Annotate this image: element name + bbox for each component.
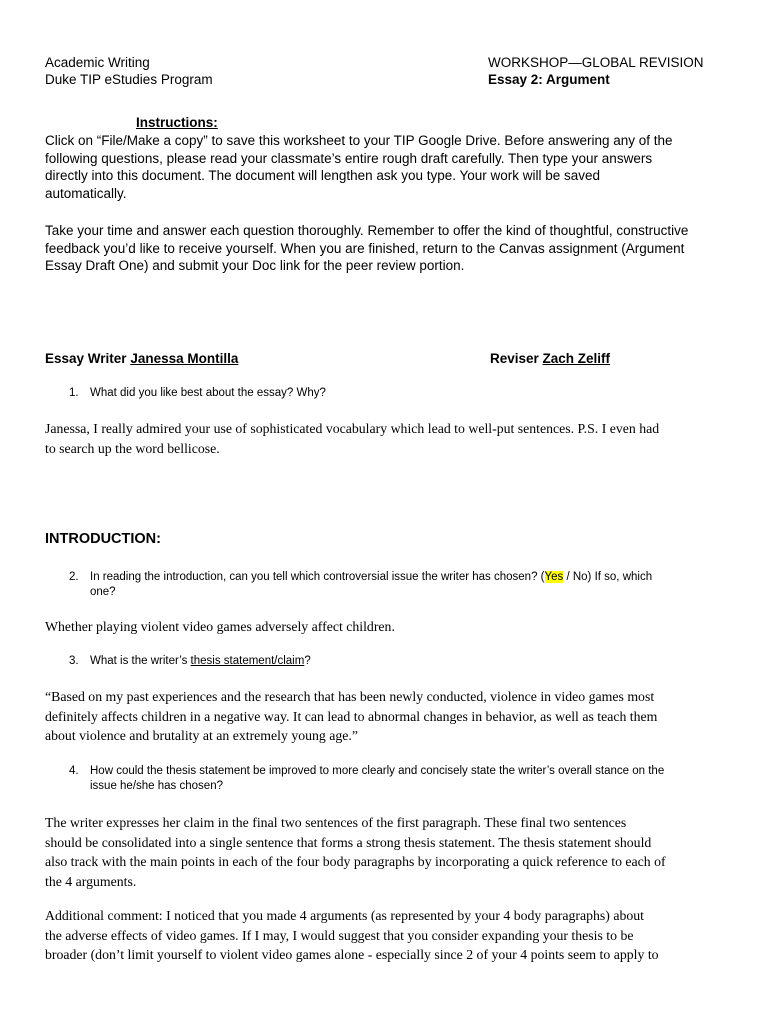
- question-3: [69, 654, 729, 670]
- instructions-line: Click on “File/Make a copy” to save this worksheet to your TIP Google Drive. Before answering any of the: [45, 133, 673, 148]
- instructions-line: Take your time and answer each question thoroughly. Remember to offer the kind of thoughtful, constructive: [45, 223, 689, 238]
- course-name: Academic Writing: [45, 55, 150, 70]
- essay-title: Essay 2: Argument: [488, 72, 610, 87]
- question-number: 3.: [69, 655, 79, 667]
- question-number: 2.: [69, 571, 79, 583]
- additional-comment[interactable]: [45, 906, 659, 965]
- answer-3[interactable]: [45, 687, 657, 746]
- instructions-line: Essay Draft One) and submit your Doc link for the peer review portion.: [45, 258, 465, 273]
- answer-line: should be consolidated into a single sentence that forms a strong thesis statement. The thesis statement should: [45, 834, 652, 850]
- question-text: [90, 654, 311, 669]
- answer-line: “Based on my past experiences and the research that has been newly conducted, violence in video games most: [45, 689, 655, 704]
- question-text-part: ?: [304, 655, 311, 667]
- question-2: [69, 570, 749, 602]
- question-text: [90, 570, 652, 600]
- answer-line: also track with the main points in each of the four body paragraphs by incorporating a quick reference to each of: [45, 854, 666, 869]
- essay-writer-label: Essay Writer: [45, 351, 131, 366]
- answer-4[interactable]: [45, 813, 666, 891]
- question-text-part: one?: [90, 586, 116, 598]
- instructions-line: feedback you’d like to receive yourself. When you are finished, return to the Canvas assignment (Argument: [45, 240, 685, 256]
- answer-line: the adverse effects of video games. If I may, I would suggest that you consider expanding your thesis to be: [45, 927, 634, 943]
- question-text-part: How could the thesis statement be improved to more clearly and concisely state the writer’s overall stance on the: [90, 765, 665, 777]
- instructions-line: directly into this document. The document will lengthen ask you type. Your work will be saved: [45, 168, 601, 183]
- answer-line: definitely affects children in a negative way. It can lead to abnormal changes in behavior, as well as teach them: [45, 708, 658, 724]
- question-text: [90, 764, 664, 794]
- workshop-title: WORKSHOP—GLOBAL REVISION: [488, 55, 704, 70]
- question-4: [69, 764, 749, 796]
- question-text: What did you like best about the essay? Why?: [90, 387, 326, 399]
- instructions-line: following questions, please read your classmate’s entire rough draft carefully. Then type your answers: [45, 150, 653, 166]
- essay-writer-name: Janessa Montilla: [130, 351, 239, 366]
- answer-line: about violence and brutality at an extremely young age.”: [45, 728, 358, 743]
- yes-highlight: Yes: [544, 571, 564, 583]
- instructions-line: automatically.: [45, 185, 127, 201]
- instructions-paragraph-1: [45, 132, 673, 202]
- answer-line: Additional comment: I noticed that you made 4 arguments (as represented by your 4 body paragraphs) about: [45, 908, 644, 923]
- answer-2[interactable]: Whether playing violent video games adversely affect children.: [45, 619, 395, 634]
- reviser-name: Zach Zeliff: [542, 351, 611, 366]
- essay-writer: [45, 351, 238, 366]
- reviser-label: Reviser: [490, 351, 543, 366]
- program-name: Duke TIP eStudies Program: [45, 72, 213, 87]
- answer-1[interactable]: [45, 419, 659, 458]
- answer-line: The writer expresses her claim in the final two sentences of the first paragraph. These final two sentences: [45, 815, 627, 830]
- instructions-paragraph-2: [45, 222, 688, 275]
- instructions-title: Instructions:: [136, 115, 218, 130]
- answer-line: Janessa, I really admired your use of sophisticated vocabulary which lead to well-put sentences. P.S. I even had: [45, 421, 660, 436]
- answer-line: to search up the word bellicose.: [45, 440, 220, 456]
- question-text-part: In reading the introduction, can you tell which controversial issue the writer has chosen? (: [90, 571, 545, 583]
- answer-line: the 4 arguments.: [45, 873, 137, 889]
- question-number: 4.: [69, 765, 79, 777]
- answer-line: broader (don’t limit yourself to violent video games alone - especially since 2 of your 4 points seem to apply to: [45, 947, 659, 962]
- question-text-part: What is the writer’s: [90, 655, 191, 667]
- question-1: [69, 386, 729, 402]
- reviser: [490, 351, 610, 366]
- question-text-part: / No) If so, which: [563, 571, 653, 583]
- section-introduction: INTRODUCTION:: [45, 531, 161, 547]
- question-number: 1.: [69, 387, 79, 399]
- thesis-link-text: thesis statement/claim: [190, 655, 305, 667]
- question-text-part: issue he/she has chosen?: [90, 780, 223, 792]
